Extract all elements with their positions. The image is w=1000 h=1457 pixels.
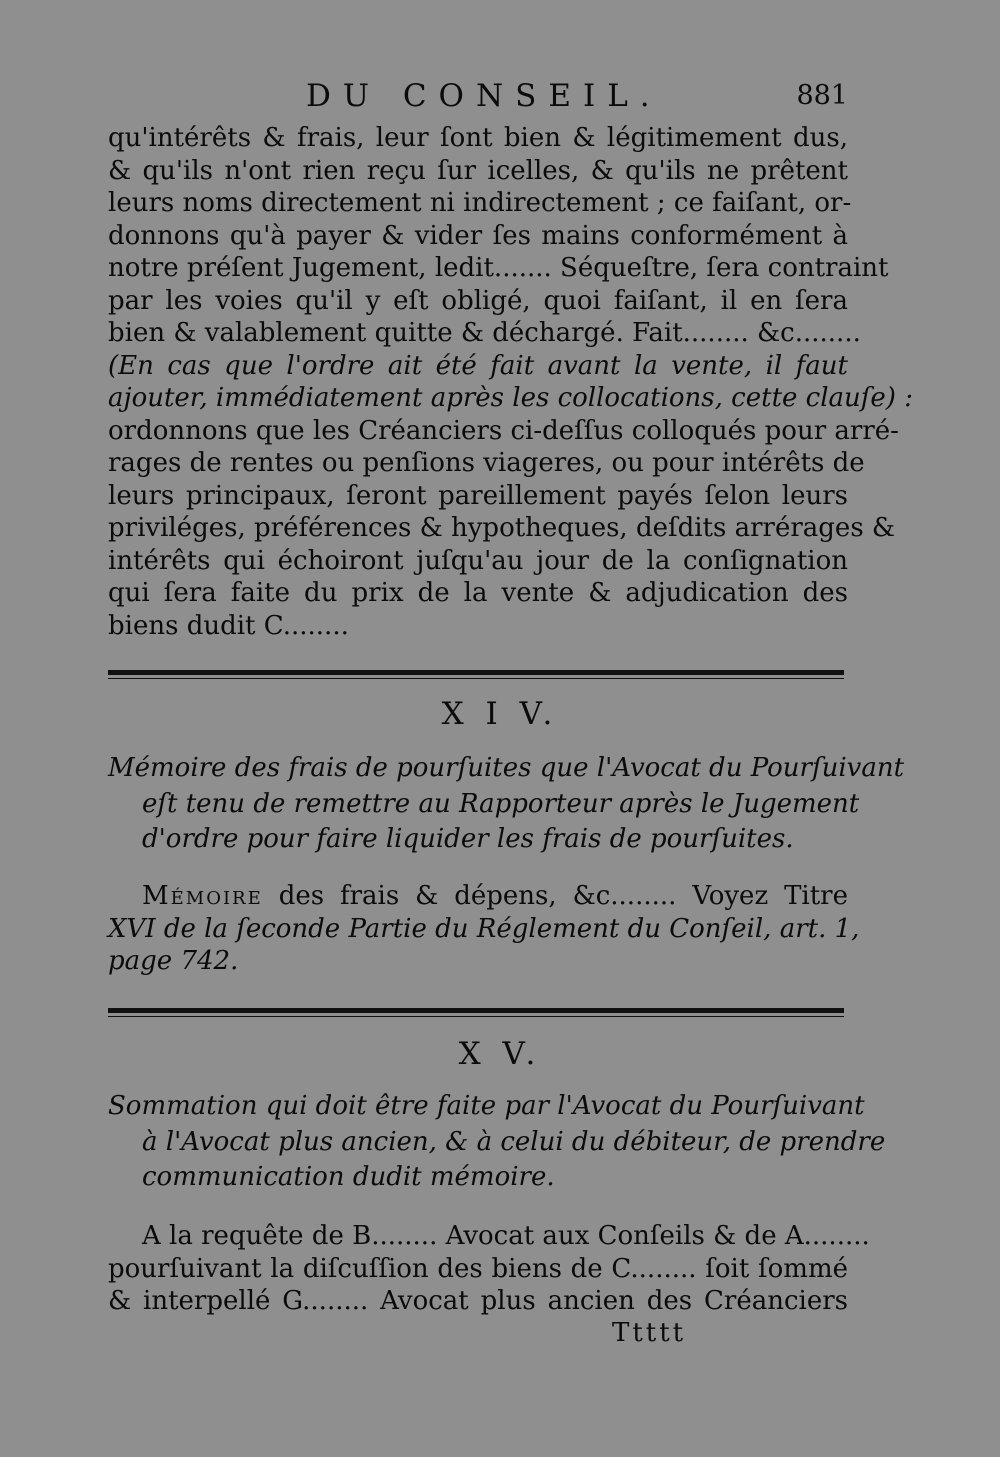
text-line: Mémoire des frais & dépens, &c........ Voyez Titre bbox=[142, 881, 848, 911]
running-header bbox=[108, 78, 848, 118]
text-line: notre préſent Jugement, ledit....... Séqueſtre, ſera contraint bbox=[108, 253, 889, 283]
text-line: leurs principaux, ſeront pareillement payés ſelon leurs bbox=[108, 480, 848, 511]
text-line: ordonnons que les Créanciers ci-deſſus colloqués pour arré- bbox=[108, 415, 899, 446]
text-line: XVI de la ſeconde Partie du Réglement du Conſeil, art. 1, bbox=[108, 913, 860, 944]
section-divider bbox=[108, 670, 844, 679]
heading-line: à l'Avocat plus ancien, & à celui du débiteur, de prendre bbox=[142, 1126, 886, 1157]
heading-line: d'ordre pour faire liquider les frais de pourſuites. bbox=[142, 823, 794, 854]
heading-line: eſt tenu de remettre au Rapporteur après le Jugement bbox=[142, 788, 860, 819]
page-number: 881 bbox=[796, 80, 848, 111]
text-line: & qu'ils n'ont rien reçu ſur icelles, & qu'ils ne prêtent bbox=[108, 155, 848, 186]
text-line: par les voies qu'il y eſt obligé, quoi faiſant, il en ſera bbox=[108, 285, 848, 316]
text-line: & interpellé G........ Avocat plus ancien des Créanciers bbox=[108, 1286, 848, 1316]
section-xv-body bbox=[108, 1220, 870, 1318]
text-line: priviléges, préférences & hypotheques, deſdits arrérages & bbox=[108, 513, 896, 543]
signature-mark: Ttttt bbox=[612, 1318, 687, 1348]
text-line: donnons qu'à payer & vider ſes mains conformément à bbox=[108, 220, 848, 251]
text-line: intérêts qui échoiront juſqu'au jour de la conſignation bbox=[108, 545, 848, 576]
text-line: pourſuivant la diſcuſſion des biens de C........ ſoit ſommé bbox=[108, 1253, 848, 1284]
text-line: A la requête de B........ Avocat aux Conſeils & de A........ bbox=[142, 1221, 870, 1251]
heading-line: Sommation qui doit être faite par l'Avocat du Pourſuivant bbox=[108, 1091, 865, 1121]
text-line: qui ſera faite du prix de la vente & adjudication des bbox=[108, 578, 848, 608]
text-line: leurs noms directement ni indirectement ; ce faiſant, or- bbox=[108, 188, 852, 218]
section-number-xiv: X I V. bbox=[441, 696, 559, 732]
section-xiv-heading bbox=[108, 752, 905, 855]
section-xiv-body bbox=[108, 880, 860, 978]
running-title: DU CONSEIL. bbox=[306, 78, 662, 114]
memoire-lead: Mémoire bbox=[142, 881, 263, 911]
text-line: biens dudit C........ bbox=[108, 610, 349, 641]
top-paragraph bbox=[108, 122, 913, 642]
section-number-xv: X V. bbox=[458, 1036, 542, 1072]
text-line: qu'intérêts & frais, leur ſont bien & légitimement dus, bbox=[108, 123, 848, 153]
italic-note-line: ajouter, immédiatement après les collocations, cette clauſe) : bbox=[108, 383, 913, 413]
italic-note-line: (En cas que l'ordre ait été fait avant la vente, il faut bbox=[108, 350, 848, 381]
heading-line: communication dudit mémoire. bbox=[142, 1161, 555, 1192]
section-xv-heading bbox=[108, 1090, 886, 1193]
heading-line: Mémoire des frais de pourſuites que l'Avocat du Pourſuivant bbox=[108, 753, 905, 783]
text-line: bien & valablement quitte & déchargé. Fait........ &c........ bbox=[108, 318, 861, 348]
section-divider bbox=[108, 1008, 844, 1017]
text-line: rages de rentes ou penſions viageres, ou pour intérêts de bbox=[108, 448, 865, 478]
text-line: page 742. bbox=[108, 946, 239, 976]
